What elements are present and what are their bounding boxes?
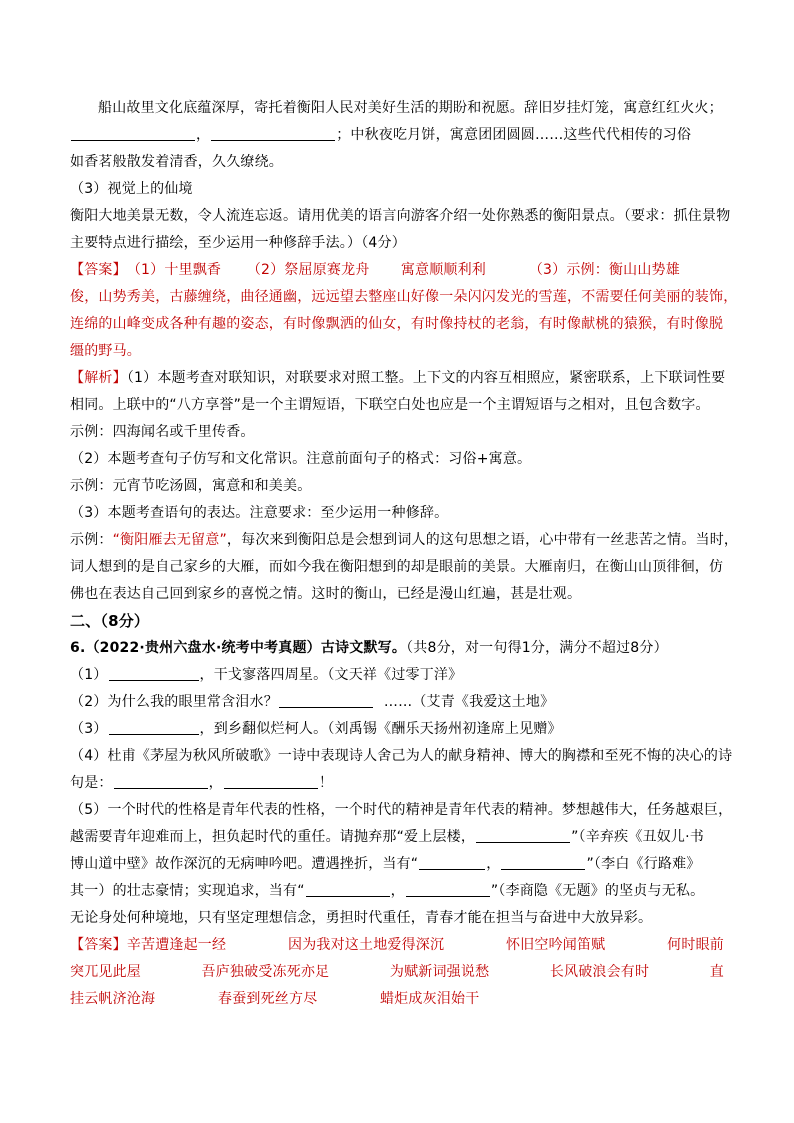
text-span: （4）杜甫《茅屋为秋风所破歌》一诗中表现诗人舍己为人的献身精神、博大的胸襟和至死不悔的决心的诗 <box>70 748 733 764</box>
fill-blank[interactable] <box>406 880 490 897</box>
text-span: ， <box>196 127 211 143</box>
question-item <box>70 878 724 905</box>
fill-blank[interactable] <box>211 124 335 141</box>
text-span: （1） <box>70 667 108 683</box>
answer-item: 长风破浪会有时 <box>549 964 650 980</box>
text-span: （1）本题考查对联知识，对联要求对照工整。上下文的内容互相照应，紧密联系，上下联词性要 <box>126 370 726 386</box>
fill-blank[interactable] <box>306 880 390 897</box>
answer-item: （1）十里飘香 <box>126 262 222 278</box>
analysis-line <box>70 581 724 608</box>
answer-item: （2）祭屈原赛龙舟 <box>246 262 370 278</box>
document-page <box>70 95 739 1013</box>
text-span: ；中秋夜吃月饼，寓意团团圆圆……这些代代相传的习俗 <box>336 127 692 143</box>
question-item <box>70 770 724 797</box>
answer-item: 辛苦遭逢起一经 <box>126 937 227 953</box>
text-span: 无论身处何种境地，只有坚定理想信念，勇担时代重任，青春才能在担当与奋进中大放异彩。 <box>70 910 653 926</box>
text-span: 二、（8分） <box>70 612 150 630</box>
answer-item: 何时眼前 <box>667 937 724 953</box>
text-span: 如香茗般散发着清香，久久缭绕。 <box>70 154 283 170</box>
fill-blank[interactable] <box>279 691 373 708</box>
text-span: （2）本题考查句子仿写和文化常识。注意前面句子的格式：习俗+寓意。 <box>70 451 532 467</box>
answer-tag: 【答案】 <box>70 262 127 278</box>
answer-item: （3）示例：衡山山势雄 <box>528 262 680 278</box>
text-span: 示例：元宵节吃汤圆，寓意和和美美。 <box>70 478 312 494</box>
text-span: 相同。上联中的“八方享誉”是一个主谓短语，下联空白处也应是一个主谓短语与之相对，且包含数字。 <box>70 397 710 413</box>
text-span: 船山故里文化底蕴深厚，寄托着衡阳人民对美好生活的期盼和祝愿。辞旧岁挂灯笼，寓意红红火火； <box>98 100 723 116</box>
answer-item: 吾庐独破受冻死亦足 <box>201 964 330 980</box>
question-item <box>70 851 724 878</box>
text-span: （3） <box>70 721 108 737</box>
text-span: 越需要青年迎难而上，担负起时代的重任。请抛弃那“爱上层楼， <box>70 829 476 845</box>
fill-blank[interactable] <box>114 772 208 789</box>
question-item <box>70 797 733 824</box>
answer-tag: 【答案】 <box>70 937 127 953</box>
answer-item: 为赋新词强说愁 <box>389 964 490 980</box>
fill-blank[interactable] <box>71 124 195 141</box>
answer-line <box>70 959 724 986</box>
answer-line <box>70 932 724 959</box>
para-text <box>70 230 724 257</box>
question-item <box>70 824 724 851</box>
analysis-line <box>70 365 724 392</box>
text-span: ， <box>390 883 405 899</box>
section-heading <box>70 608 724 635</box>
answer-line <box>70 257 724 284</box>
analysis-tag: 【解析】 <box>70 370 127 386</box>
text-span: ，每次来到衡阳总是会想到词人的这句思想之语，心中带有一丝悲苦之情。当时， <box>226 532 739 548</box>
question-title: 6.（2022·贵州六盘水·统考中考真题）古诗文默写。 <box>70 640 407 656</box>
text-span: 佛也在表达自己回到家乡的喜悦之情。这时的衡山，已经是漫山红遍，甚是壮观。 <box>70 586 582 602</box>
text-span: ”（李白《行路难》 <box>586 856 701 872</box>
text-span: （共8分，对一句得1分，满分不超过8分） <box>406 640 668 656</box>
fill-blank[interactable] <box>476 826 570 843</box>
text-span: （2）为什么我的眼里常含泪水？ <box>70 694 278 710</box>
question-item <box>70 662 724 689</box>
text-span: 博山道中壁》故作深沉的无病呻吟吧。遭遇挫折，当有“ <box>70 856 419 872</box>
para-text <box>70 122 724 149</box>
text-span: ， <box>486 856 501 872</box>
answer-item: 蜡炬成灰泪始干 <box>380 991 480 1007</box>
answer-item: 怀旧空吟闻笛赋 <box>505 937 606 953</box>
text-span: 俊，山势秀美，古藤缠绕，曲径通幽，远远望去整座山好像一朵闪闪发光的雪莲，不需要任何美丽的装饰， <box>70 289 738 305</box>
fill-blank[interactable] <box>501 853 585 870</box>
quote-highlight: “衡阳雁去无留意” <box>112 532 227 548</box>
text-span: ！ <box>318 775 334 791</box>
text-span: 其一）的壮志豪情；实现追求，当有“ <box>70 883 305 899</box>
text-span: 连绵的山峰变成各种有趣的姿态，有时像飘洒的仙女，有时像持杖的老翁，有时像献桃的猿猴，有时像脱 <box>70 316 724 332</box>
text-span: ，干戈寥落四周星。（文天祥《过零丁洋》 <box>199 667 463 683</box>
fill-blank[interactable] <box>109 718 199 735</box>
question-item <box>70 743 733 770</box>
text-span: （5）一个时代的性格是青年代表的性格，一个时代的精神是青年代表的精神。梦想越伟大，任务越艰巨， <box>70 802 733 818</box>
text-span: ， <box>208 775 223 791</box>
answer-line <box>70 986 724 1013</box>
question-heading <box>70 176 724 203</box>
text-span: 示例： <box>70 532 113 548</box>
text-span: （3）视觉上的仙境 <box>70 181 193 197</box>
answer-item: 挂云帆济沧海 <box>70 991 156 1007</box>
answer-item: 突兀见此屋 <box>70 964 141 980</box>
text-span: 词人想到的是自己家乡的大雁，而如今我在衡阳想到的却是眼前的美景。大雁南归，在衡山山顶徘徊，仿 <box>70 559 724 575</box>
analysis-line <box>70 500 724 527</box>
answer-item: 因为我对这土地爱得深沉 <box>288 937 445 953</box>
analysis-line <box>70 554 724 581</box>
question-heading <box>70 635 724 662</box>
text-span: ……（艾青《我爱这土地》 <box>383 694 555 710</box>
text-span: ，到乡翻似烂柯人。（刘禹锡《酬乐天扬州初逢席上见赠》 <box>199 721 562 737</box>
question-item <box>70 689 724 716</box>
analysis-line <box>70 446 724 473</box>
text-span: 缰的野马。 <box>70 343 141 359</box>
answer-item: 春蚕到死丝方尽 <box>218 991 318 1007</box>
fill-blank[interactable] <box>224 772 318 789</box>
text-span: 衡阳大地美景无数，令人流连忘返。请用优美的语言向游客介绍一处你熟悉的衡阳景点。（要求：抓住景物 <box>70 208 731 224</box>
fill-blank[interactable] <box>109 664 199 681</box>
analysis-line <box>70 392 724 419</box>
answer-line <box>70 338 724 365</box>
answer-line <box>70 311 724 338</box>
text-span: 主要特点进行描绘，至少运用一种修辞手法。）（4分） <box>70 235 406 251</box>
fill-blank[interactable] <box>419 853 485 870</box>
text-span: ”（李商隐《无题》的坚贞与无私。 <box>490 883 705 899</box>
analysis-line <box>70 473 724 500</box>
text-span: （3）本题考查语句的表达。注意要求：至少运用一种修辞。 <box>70 505 449 521</box>
text-span: 句是： <box>70 775 113 791</box>
text-span: 示例：四海闻名或千里传香。 <box>70 424 255 440</box>
question-item <box>70 905 724 932</box>
para-text <box>70 95 724 122</box>
analysis-line <box>70 419 724 446</box>
para-text <box>70 149 724 176</box>
para-text <box>70 203 731 230</box>
answer-line <box>70 284 738 311</box>
text-span: ”（辛弃疾《丑奴儿·书 <box>571 829 704 845</box>
answer-item: 寓意顺顺利利 <box>400 262 487 278</box>
analysis-line <box>70 527 739 554</box>
answer-item: 直 <box>709 964 724 980</box>
question-item <box>70 716 724 743</box>
